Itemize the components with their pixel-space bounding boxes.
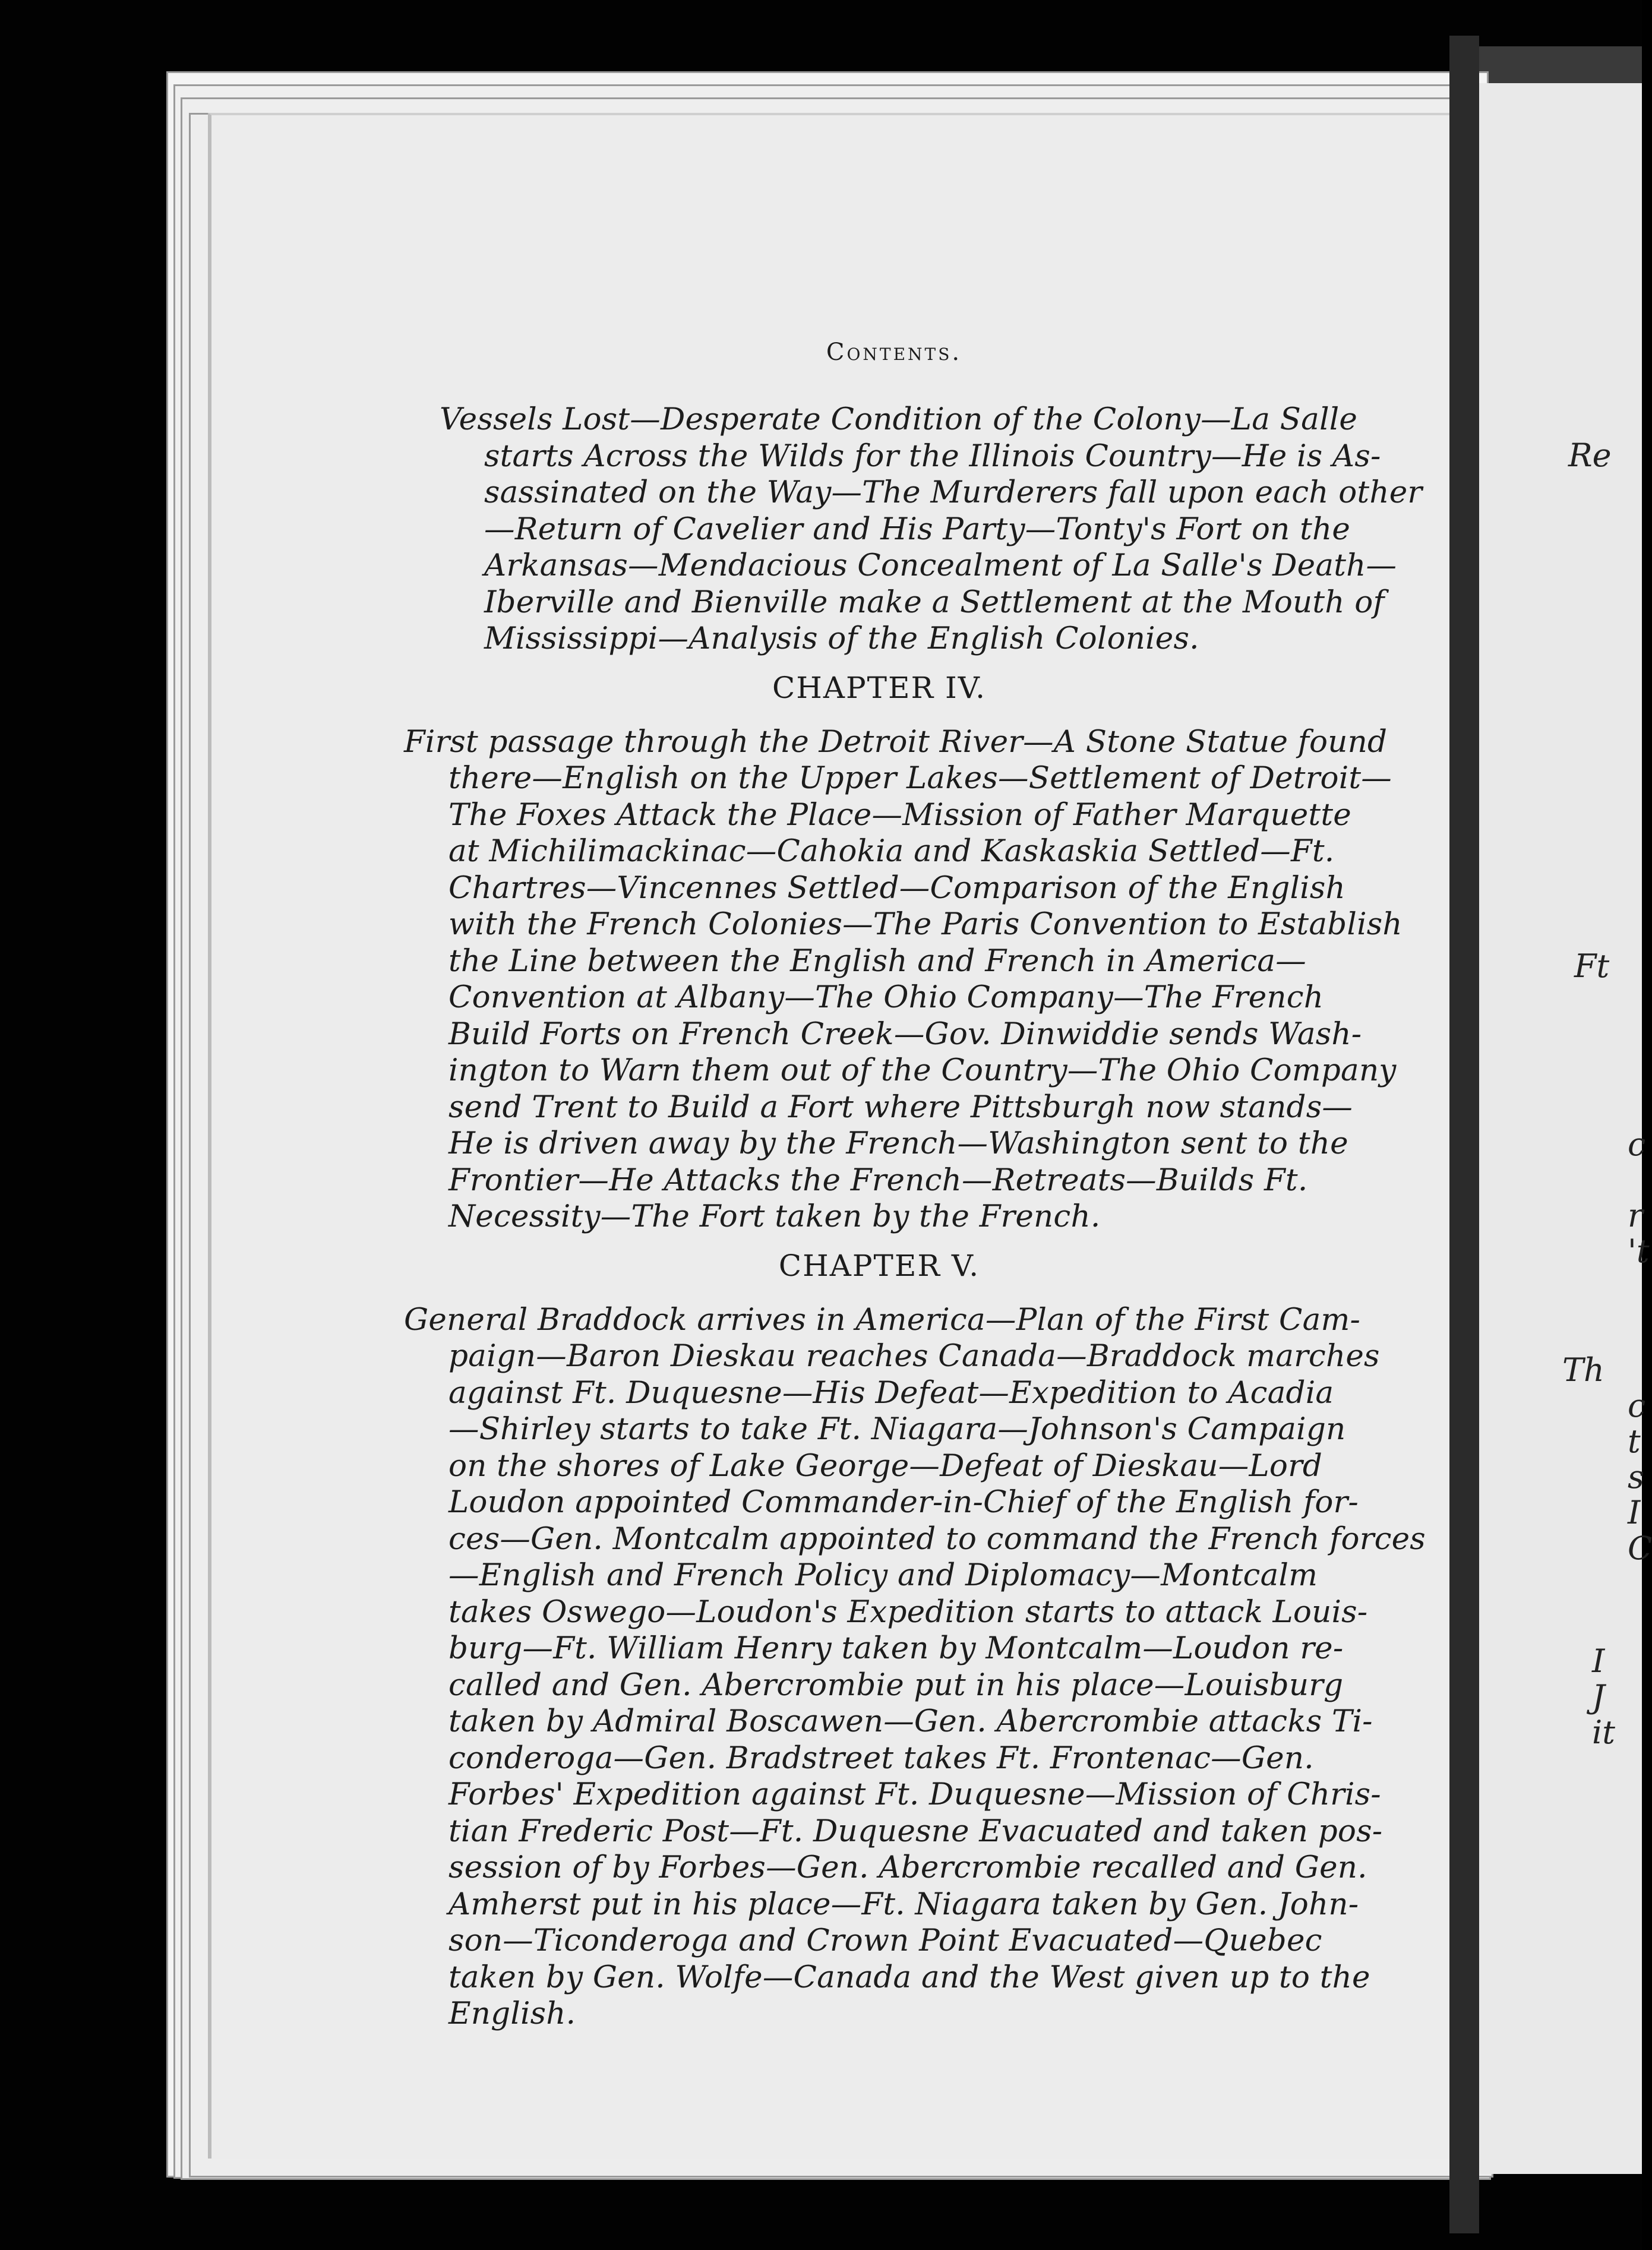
text-line: taken by Gen. Wolfe—Canada and the West given up to the [448, 1959, 1370, 1995]
text-line: takes Oswego—Loudon's Expedition starts to attack Louis- [448, 1594, 1368, 1630]
text-line: Vessels Lost—Desperate Condition of the Colony—La Salle [440, 402, 1358, 437]
next-page-fragment: c [1628, 1387, 1646, 1424]
contents-text [404, 339, 1426, 2033]
text-line: —English and French Policy and Diplomacy—Montcalm [448, 1557, 1318, 1593]
text-line: —Return of Cavelier and His Party—Tonty's Fort on the [484, 511, 1351, 547]
text-line: He is driven away by the French—Washington sent to the [448, 1126, 1348, 1161]
text-line: on the shores of Lake George—Defeat of Dieskau—Lord [448, 1448, 1323, 1484]
text-line: Chartres—Vincennes Settled—Comparison of the English [448, 870, 1345, 906]
text-line: son—Ticonderoga and Crown Point Evacuated—Quebec [448, 1923, 1322, 1958]
next-page-fragment: c [1628, 1126, 1646, 1163]
text-line: English. [448, 1996, 576, 2031]
next-page-fragment: r [1628, 1197, 1643, 1234]
text-line: Iberville and Bienville make a Settlement at the Mouth of [484, 584, 1385, 620]
text-line: there—English on the Upper Lakes—Settlement of Detroit— [448, 760, 1392, 796]
text-line: First passage through the Detroit River—A Stone Statue found [404, 723, 1388, 760]
chapter-summary [404, 723, 1403, 1235]
text-line: burg—Ft. William Henry taken by Montcalm—Loudon re- [448, 1630, 1344, 1666]
text-line: the Line between the English and French in America— [448, 943, 1306, 979]
next-page-fragment: s [1628, 1458, 1644, 1496]
text-line: ces—Gen. Montcalm appointed to command the French forces [448, 1521, 1426, 1557]
chapter-heading: CHAPTER IV. [772, 670, 986, 705]
text-line: at Michilimackinac—Cahokia and Kaskaskia Settled—Ft. [448, 833, 1335, 869]
text-line: conderoga—Gen. Bradstreet takes Ft. Frontenac—Gen. [448, 1740, 1314, 1776]
text-line: session of by Forbes—Gen. Abercrombie recalled and Gen. [448, 1850, 1367, 1885]
next-page-fragment: C [1628, 1530, 1652, 1567]
text-line: Loudon appointed Commander-in-Chief of the English for- [448, 1484, 1359, 1520]
text-line: Forbes' Expedition against Ft. Duquesne—Mission of Chris- [448, 1777, 1381, 1812]
next-page-fragment: J [1592, 1678, 1605, 1715]
running-head: Contents. [826, 339, 962, 366]
next-page-fragment: Ft [1574, 947, 1610, 985]
binding-gutter [1449, 36, 1479, 2233]
text-line: Convention at Albany—The Ohio Company—The French [448, 979, 1324, 1015]
text-line: Build Forts on French Creek—Gov. Dinwiddie sends Wash- [448, 1016, 1362, 1052]
text-line: starts Across the Wilds for the Illinois Country—He is As- [484, 438, 1381, 474]
text-line: General Braddock arrives in America—Plan of the First Cam- [404, 1301, 1361, 1338]
text-line: send Trent to Build a Fort where Pittsburgh now stands— [448, 1089, 1353, 1125]
section-continuation [440, 402, 1423, 658]
next-page-fragment: I [1592, 1642, 1605, 1680]
text-line: ington to Warn them out of the Country—The Ohio Company [448, 1053, 1397, 1088]
text-line: Frontier—He Attacks the French—Retreats—Builds Ft. [448, 1162, 1308, 1198]
text-line: called and Gen. Abercrombie put in his place—Louisburg [448, 1667, 1344, 1703]
next-page-fragment: Re [1568, 437, 1612, 474]
chapter-summary [404, 1301, 1426, 2033]
next-page-fragment: Th [1562, 1351, 1604, 1389]
text-line: against Ft. Duquesne—His Defeat—Expedition to Acadia [448, 1374, 1334, 1411]
text-line: The Foxes Attack the Place—Mission of Father Marquette [448, 797, 1351, 833]
text-line: sassinated on the Way—The Murderers fall upon each other [484, 475, 1423, 510]
chapter-heading: CHAPTER V. [778, 1248, 980, 1283]
next-page-fragment: t [1628, 1423, 1641, 1460]
text-line: tian Frederic Post—Ft. Duquesne Evacuated and taken pos- [448, 1813, 1383, 1849]
next-page-fragment: it [1592, 1714, 1615, 1751]
text-line: Arkansas—Mendacious Concealment of La Salle's Death— [484, 548, 1397, 583]
text-line: paign—Baron Dieskau reaches Canada—Braddock marches [448, 1338, 1380, 1374]
text-line: with the French Colonies—The Paris Convention to Establish [448, 906, 1403, 942]
next-page-fragment: I [1628, 1494, 1641, 1531]
text-line: Amherst put in his place—Ft. Niagara taken by Gen. John- [448, 1886, 1359, 1922]
next-page-fragment: 't [1628, 1233, 1650, 1270]
text-line: Necessity—The Fort taken by the French. [448, 1199, 1101, 1234]
text-line: taken by Admiral Boscawen—Gen. Abercrombie attacks Ti- [448, 1704, 1373, 1739]
text-line: —Shirley starts to take Ft. Niagara—Johnson's Campaign [448, 1411, 1346, 1447]
next-page-edge [1479, 83, 1652, 2174]
text-line: Mississippi—Analysis of the English Colonies. [484, 621, 1199, 656]
